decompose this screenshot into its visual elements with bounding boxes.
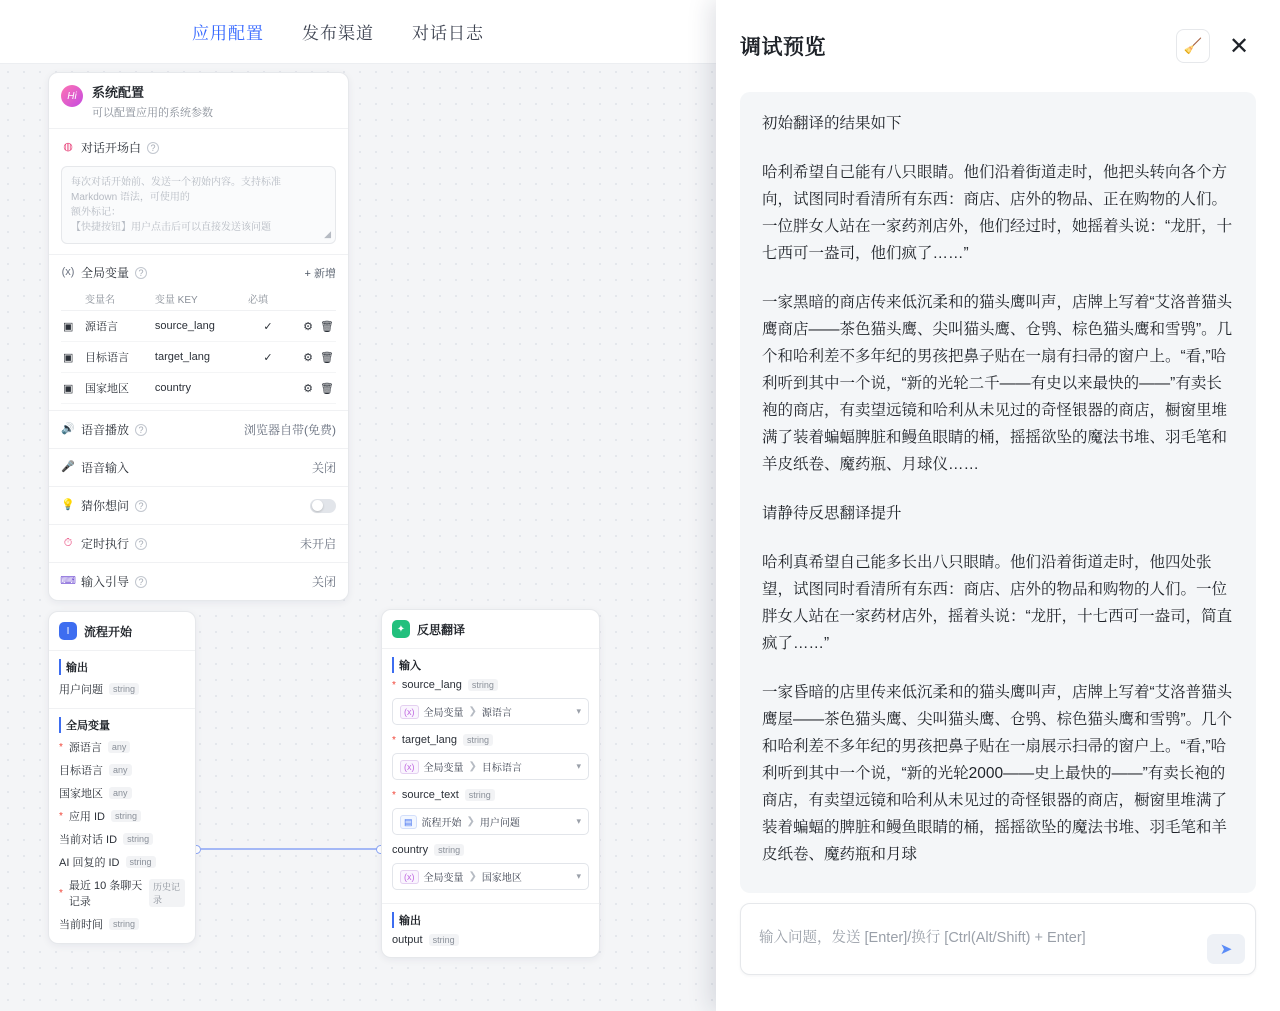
- node-title: 反思翻译: [417, 622, 466, 637]
- help-icon[interactable]: ?: [147, 142, 159, 154]
- trash-icon[interactable]: 🗑: [320, 320, 334, 333]
- var-required: ✓: [246, 342, 290, 373]
- field-target-lang: [59, 762, 185, 778]
- field-name: 最近 10 条聊天记录: [68, 880, 143, 908]
- clear-chat-icon[interactable]: 🧹: [1176, 29, 1210, 63]
- start-output-section: [49, 650, 195, 708]
- setting-value: 浏览器自带(免费): [244, 423, 336, 437]
- guess-ask-toggle[interactable]: [310, 499, 336, 513]
- opening-remark-input[interactable]: [61, 166, 336, 244]
- var-key: country: [153, 373, 246, 404]
- required-star: *: [59, 741, 63, 753]
- field-type: string: [126, 856, 156, 868]
- var-name: 目标语言: [83, 342, 153, 373]
- table-row[interactable]: [61, 342, 336, 373]
- field-name: target_lang: [401, 734, 457, 746]
- chevron-right-icon: ❯: [468, 871, 477, 882]
- node-flow-start[interactable]: [48, 611, 196, 944]
- setting-value: 未开启: [299, 537, 336, 551]
- gear-icon[interactable]: ⚙: [303, 351, 314, 364]
- field-name: source_text: [401, 789, 459, 801]
- global-vars-table: [61, 287, 336, 404]
- setting-label: 语音播放: [81, 423, 130, 437]
- message-paragraph: 哈利真希望自己能多长出八只眼睛。他们沿着街道走时，他四处张望，试图同时看清所有东西：商店、店外的物品和购物的人们。一位胖女人站在一家药材店外，摇着头说：“龙肝，十七西可一盎司，简直疯了……”: [762, 554, 1233, 652]
- help-icon[interactable]: ?: [135, 267, 147, 279]
- reflect-input-section: [382, 648, 599, 903]
- tab-conversation-log[interactable]: 对话日志: [412, 24, 484, 43]
- field-type: string: [123, 833, 153, 845]
- col-var-name: 变量名: [83, 287, 153, 311]
- select-country[interactable]: [392, 863, 589, 890]
- field-type: string: [109, 918, 139, 930]
- drawer-title: 调试预览: [740, 36, 826, 59]
- input-label: 输入: [392, 657, 589, 673]
- select-scope: 流程开始: [421, 818, 462, 829]
- opening-remark-placeholder-line1: 每次对话开始前、发送一个初始内容。支持标准 Markdown 语法，可使用的: [71, 177, 281, 203]
- field-name: country: [392, 844, 429, 856]
- col-var-key: 变量 KEY: [153, 287, 246, 311]
- field-app-id: [59, 808, 185, 824]
- help-icon[interactable]: ?: [135, 576, 147, 588]
- field-conversation-id: [59, 831, 185, 847]
- chat-area[interactable]: [716, 92, 1280, 893]
- var-name: 源语言: [83, 311, 153, 342]
- add-variable-button[interactable]: + 新增: [304, 267, 336, 280]
- chevron-right-icon: ❯: [468, 706, 477, 717]
- field-type: string: [111, 810, 141, 822]
- variable-icon: (x): [61, 266, 75, 278]
- opening-remark-label: 对话开场白: [81, 141, 142, 155]
- chevron-down-icon[interactable]: ▾: [576, 761, 581, 771]
- col-required: 必填: [246, 287, 290, 311]
- required-star: *: [392, 789, 396, 801]
- global-label: 全局变量: [59, 717, 185, 733]
- field-name: output: [392, 934, 423, 946]
- trash-icon[interactable]: 🗑: [320, 351, 334, 364]
- field-name: 应用 ID: [68, 811, 105, 823]
- table-header-row: [61, 287, 336, 311]
- send-icon[interactable]: ➤: [1207, 934, 1245, 964]
- help-icon[interactable]: ?: [135, 538, 147, 550]
- resize-grip-icon[interactable]: ◢: [324, 229, 331, 239]
- chevron-right-icon: ❯: [466, 816, 475, 827]
- node-header: [49, 612, 195, 650]
- node-header: [382, 610, 599, 648]
- reflect-translate-icon: ✦: [392, 620, 410, 638]
- variable-icon: (x): [400, 760, 419, 774]
- field-type: any: [108, 741, 131, 753]
- opening-remark-placeholder-line2: 额外标记：: [71, 207, 121, 218]
- select-field: 用户问题: [479, 818, 520, 829]
- chat-input[interactable]: 输入问题，发送 [Enter]/换行 [Ctrl(Alt/Shift) + Enter]: [759, 930, 1086, 946]
- flow-start-icon: ▤: [400, 815, 417, 829]
- help-icon[interactable]: ?: [135, 500, 147, 512]
- field-name: 当前时间: [59, 919, 103, 931]
- field-type: string: [463, 734, 493, 746]
- field-name: 用户问题: [59, 684, 103, 696]
- select-field: 国家地区: [481, 873, 522, 884]
- select-source-lang[interactable]: [392, 698, 589, 725]
- output-label: 输出: [59, 659, 185, 675]
- var-required: [246, 373, 290, 404]
- flow-edge: [196, 844, 386, 854]
- field-type: string: [429, 934, 459, 946]
- hi-badge-icon: Hi: [61, 85, 83, 107]
- setting-label: 输入引导: [81, 575, 130, 589]
- required-star: *: [59, 887, 63, 899]
- setting-row-voice-input[interactable]: [49, 448, 348, 486]
- field-country: [59, 785, 185, 801]
- required-star: *: [59, 810, 63, 822]
- chevron-down-icon[interactable]: ▾: [576, 816, 581, 826]
- field-type: string: [109, 683, 139, 695]
- drag-handle-icon[interactable]: ▣: [61, 373, 83, 404]
- var-name: 国家地区: [83, 373, 153, 404]
- field-type: string: [434, 844, 464, 856]
- select-field: 目标语言: [481, 763, 522, 774]
- table-row[interactable]: [61, 311, 336, 342]
- system-config-card: [48, 72, 349, 601]
- field-target-lang: [392, 734, 589, 746]
- field-type: any: [109, 787, 132, 799]
- close-icon[interactable]: ✕: [1222, 29, 1256, 63]
- var-required: ✓: [246, 311, 290, 342]
- clock-icon: ⏱: [63, 537, 73, 549]
- field-current-time: [59, 916, 185, 932]
- chevron-down-icon[interactable]: ▾: [576, 706, 581, 716]
- select-scope: 全局变量: [423, 708, 464, 719]
- field-type: string: [465, 789, 495, 801]
- required-star: *: [392, 679, 396, 691]
- setting-value: 关闭: [311, 461, 336, 475]
- message-paragraph: 一家昏暗的店里传来低沉柔和的猫头鹰叫声，店牌上写着“艾洛普猫头鹰屋——茶色猫头鹰、尖叫猫头鹰、仓鸮、棕色猫头鹰和雪鸮”。几个和哈利差不多年纪的男孩把鼻子贴在一扇展示扫帚的窗户上。“看,”哈利听到其中一个说，“新的光轮2000——史上最快的——”有卖长袍的商店，有卖望远镜和哈利从未见过的奇怪银器的商店，橱窗里堆满了装着蝙蝠的脾脏和鳗鱼眼睛的桶，摇摇欲坠的魔法书堆、羽毛笔和羊皮纸卷、魔药瓶和月球: [762, 684, 1233, 863]
- microphone-icon: 🎤: [61, 461, 75, 473]
- drag-handle-icon[interactable]: ▣: [61, 342, 83, 373]
- debug-preview-drawer: [716, 0, 1280, 1011]
- tab-publish-channel[interactable]: 发布渠道: [302, 24, 374, 43]
- field-ai-reply-id: [59, 854, 185, 870]
- var-key: source_lang: [153, 311, 246, 342]
- composer-input-wrapper[interactable]: [740, 903, 1256, 975]
- message-paragraph: 初始翻译的结果如下: [762, 115, 902, 132]
- output-label: 输出: [392, 912, 589, 928]
- drag-handle-icon[interactable]: ▣: [61, 311, 83, 342]
- field-type: 历史记录: [149, 879, 185, 907]
- setting-row-voice-play[interactable]: [49, 410, 348, 448]
- gear-icon[interactable]: ⚙: [303, 382, 314, 395]
- composer: [716, 893, 1280, 1011]
- field-country: [392, 844, 589, 856]
- select-scope: 全局变量: [423, 763, 464, 774]
- chevron-right-icon: ❯: [468, 761, 477, 772]
- field-name: 当前对话 ID: [59, 834, 118, 846]
- message-paragraph: 哈利希望自己能有八只眼睛。他们沿着街道走时，他把头转向各个方向，试图同时看清所有东西：商店、店外的物品、正在购物的人们。一位胖女人站在一家药剂店外，他们经过时，她摇着头说：“龙肝，十七西可一盎司，他们疯了……”: [762, 164, 1233, 262]
- gear-icon[interactable]: ⚙: [303, 320, 314, 333]
- field-name: source_lang: [401, 679, 462, 691]
- drawer-header: [716, 0, 1280, 92]
- var-key: target_lang: [153, 342, 246, 373]
- select-source-text[interactable]: [392, 808, 589, 835]
- setting-row-guess-ask[interactable]: [49, 486, 348, 524]
- select-target-lang[interactable]: [392, 753, 589, 780]
- field-name: 国家地区: [59, 788, 103, 800]
- field-user-question: [59, 681, 185, 697]
- field-source-text: [392, 789, 589, 801]
- field-type: string: [468, 679, 498, 691]
- table-row[interactable]: [61, 373, 336, 404]
- node-reflect-translate[interactable]: [381, 609, 600, 958]
- reflect-output-section: [382, 903, 599, 957]
- tab-app-config[interactable]: 应用配置: [192, 24, 264, 43]
- node-title: 流程开始: [84, 624, 133, 639]
- start-global-section: [49, 708, 195, 943]
- setting-label: 定时执行: [81, 537, 130, 551]
- field-name: 源语言: [68, 742, 102, 754]
- setting-label: 猜你想问: [81, 499, 130, 513]
- field-source-lang: [392, 679, 589, 691]
- field-type: any: [109, 764, 132, 776]
- field-source-lang: [59, 739, 185, 755]
- lightbulb-icon: 💡: [61, 499, 75, 511]
- message-paragraph: 请静待反思翻译提升: [762, 505, 902, 522]
- field-name: 目标语言: [59, 765, 103, 777]
- select-scope: 全局变量: [423, 873, 464, 884]
- setting-row-input-guide[interactable]: [49, 562, 348, 600]
- speaker-icon: 🔊: [61, 423, 75, 435]
- opening-remark-placeholder-line3: 【快捷按钮】用户点击后可以直接发送该问题: [71, 222, 271, 233]
- setting-value: 关闭: [311, 575, 336, 589]
- keyboard-icon: ⌨: [60, 575, 76, 587]
- help-icon[interactable]: ?: [135, 424, 147, 436]
- system-config-title: 系统配置: [92, 85, 145, 100]
- opening-remark-row: [49, 128, 348, 166]
- select-field: 源语言: [481, 708, 512, 719]
- setting-row-schedule[interactable]: [49, 524, 348, 562]
- system-config-header: [49, 73, 348, 128]
- assistant-message: [740, 92, 1256, 893]
- message-paragraph: 一家黑暗的商店传来低沉柔和的猫头鹰叫声，店牌上写着“艾洛普猫头鹰商店——茶色猫头鹰、尖叫猫头鹰、仓鸮、棕色猫头鹰和雪鸮”。几个和哈利差不多年纪的男孩把鼻子贴在一扇有扫帚的窗户上。“看,”哈利听到其中一个说，“新的光轮二千——有史以来最快的——”有卖长袍的商店，有卖望远镜和哈利从未见过的奇怪银器的商店，橱窗里堆满了装着蝙蝠脾脏和鳗鱼眼睛的桶，摇摇欲坠的魔法书堆、羽毛笔和羊皮纸卷、魔药瓶、月球仪……: [762, 294, 1233, 473]
- variable-icon: (x): [400, 705, 419, 719]
- global-vars-header: [49, 254, 348, 285]
- variable-icon: (x): [400, 870, 419, 884]
- field-name: AI 回复的 ID: [59, 857, 120, 869]
- chat-bubble-icon: ◍: [63, 141, 73, 153]
- required-star: *: [392, 734, 396, 746]
- field-recent-history: [59, 877, 185, 909]
- trash-icon[interactable]: 🗑: [320, 382, 334, 395]
- flow-start-icon: I: [59, 622, 77, 640]
- system-config-subtitle: 可以配置应用的系统参数: [92, 107, 213, 119]
- global-vars-label: 全局变量: [81, 266, 130, 280]
- chevron-down-icon[interactable]: ▾: [576, 871, 581, 881]
- setting-label: 语音输入: [81, 461, 130, 475]
- field-output: [392, 934, 589, 946]
